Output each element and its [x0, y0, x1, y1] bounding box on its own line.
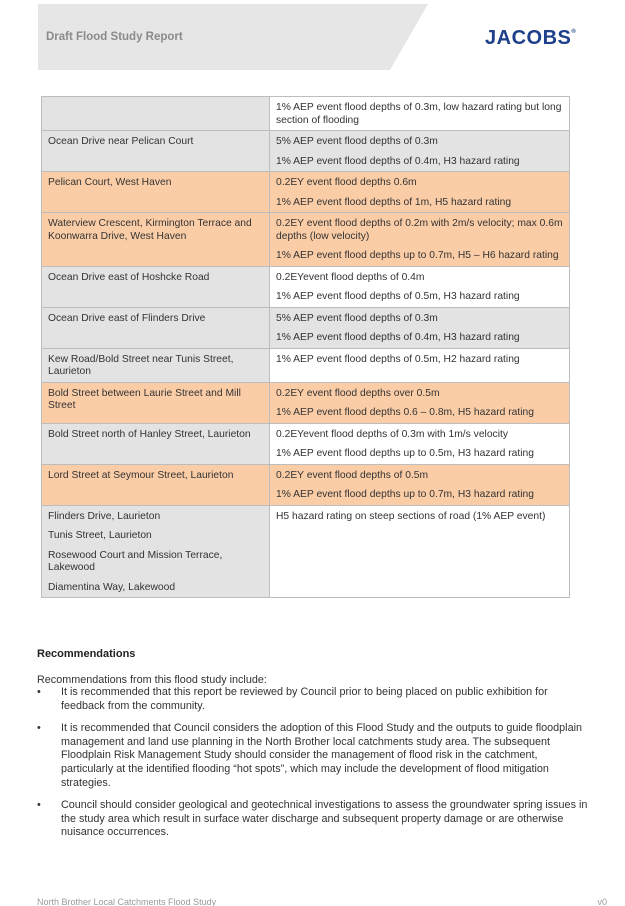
flood-description-text: 0.2EY event flood depths of 0.5m	[276, 469, 429, 481]
flood-description-text: 0.2EY event flood depths 0.6m	[276, 177, 417, 188]
page-footer	[37, 897, 607, 906]
recommendation-text: It is recommended that this report be reviewed by Council prior to being placed on public exhibition for feedback from the community.	[61, 686, 548, 712]
logo-text: JACOBS	[485, 27, 572, 49]
location-text: Bold Street north of Hanley Street, Laurieton	[48, 428, 251, 440]
flood-description-cell	[270, 172, 570, 213]
table-row	[42, 505, 570, 598]
table-row	[42, 172, 570, 213]
footer-document-name: North Brother Local Catchments Flood Study	[37, 897, 217, 906]
table-row	[42, 213, 570, 267]
flood-description-cell	[270, 266, 570, 307]
flood-description-text: 1% AEP event flood depths of 0.4m, H3 hazard rating	[276, 332, 520, 343]
location-text: Ocean Drive near Pelican Court	[48, 136, 194, 147]
flood-description-text: 0.2EY event flood depths over 0.5m	[276, 387, 440, 399]
recommendation-text: Council should consider geological and geotechnical investigations to assess the groundwater spring issues in the study area which result in surface water discharge and subsequent property damage or are otherwise nuisance occurrences.	[61, 799, 588, 839]
document-title: Draft Flood Study Report	[46, 31, 183, 43]
flood-description-cell	[270, 213, 570, 267]
flood-description-text: 1% AEP event flood depths of 0.5m, H3 hazard rating	[276, 291, 520, 302]
location-cell	[42, 131, 270, 172]
location-text: Waterview Crescent, Kirmington Terrace and Koonwarra Drive, West Haven	[48, 218, 252, 242]
location-cell	[42, 348, 270, 382]
recommendation-item	[37, 799, 592, 840]
flood-description-text: 1% AEP event flood depths of 0.4m, H3 hazard rating	[276, 155, 520, 167]
flood-description-cell	[270, 348, 570, 382]
bullet-icon: •	[37, 799, 41, 812]
flood-description-text: 5% AEP event flood depths of 0.3m	[276, 312, 438, 324]
flood-description-text: 1% AEP event flood depths up to 0.7m, H3 hazard rating	[276, 489, 534, 500]
location-cell	[42, 464, 270, 505]
table-row	[42, 382, 570, 423]
location-text: Pelican Court, West Haven	[48, 177, 172, 188]
location-cell	[42, 266, 270, 307]
location-cell	[42, 423, 270, 464]
location-text: Flinders Drive, Laurieton	[48, 510, 161, 522]
table-row	[42, 266, 570, 307]
flood-description-text: H5 hazard rating on steep sections of road (1% AEP event)	[276, 510, 546, 522]
flood-description-text: 1% AEP event flood depths up to 0.7m, H5 – H6 hazard rating	[276, 250, 559, 261]
flood-description-text: 1% AEP event flood depths of 0.3m, low hazard rating but long section of flooding	[276, 102, 562, 126]
table-row	[42, 131, 570, 172]
flood-description-cell	[270, 505, 570, 598]
flood-description-text: 0.2EYevent flood depths of 0.3m with 1m/s velocity	[276, 428, 509, 440]
flood-description-cell	[270, 423, 570, 464]
location-cell	[42, 505, 270, 598]
table-row	[42, 464, 570, 505]
table-row	[42, 423, 570, 464]
flood-description-cell	[270, 464, 570, 505]
location-text: Ocean Drive east of Hoshcke Road	[48, 271, 210, 283]
registered-mark: ®	[571, 29, 577, 35]
flood-description-text: 0.2EYevent flood depths of 0.4m	[276, 271, 425, 283]
flood-table-body	[42, 97, 570, 598]
location-text: Rosewood Court and Mission Terrace, Lakewood	[48, 549, 223, 573]
flood-description-cell	[270, 131, 570, 172]
location-cell	[42, 382, 270, 423]
flood-description-text: 1% AEP event flood depths up to 0.5m, H3 hazard rating	[276, 448, 534, 459]
table-row	[42, 348, 570, 382]
flood-description-cell	[270, 307, 570, 348]
flood-description-text: 1% AEP event flood depths 0.6 – 0.8m, H5 hazard rating	[276, 407, 534, 418]
jacobs-logo	[485, 27, 576, 50]
bullet-icon: •	[37, 686, 41, 698]
recommendations-list	[37, 686, 592, 849]
location-text: Diamentina Way, Lakewood	[48, 581, 176, 593]
recommendations-heading: Recommendations	[37, 648, 136, 660]
recommendation-text: It is recommended that Council considers the adoption of this Flood Study and the outputs to guide floodplain management and land use planning in the North Brother local catchments study area. The subsequent Floodplain Risk Management Study should consider the management of flood risk in the catchment, particularly at the identified flooding “hot spots”, which may include the development of flood mitigation strategies.	[61, 722, 582, 789]
flood-description-cell	[270, 97, 570, 131]
table-row	[42, 307, 570, 348]
footer-page-number: v0	[597, 897, 607, 906]
table-row	[42, 97, 570, 131]
location-cell	[42, 307, 270, 348]
recommendations-intro: Recommendations from this flood study include:	[37, 674, 267, 686]
flood-description-cell	[270, 382, 570, 423]
location-text: Kew Road/Bold Street near Tunis Street, Laurieton	[48, 353, 234, 377]
location-text: Bold Street between Laurie Street and Mill Street	[48, 387, 241, 411]
recommendation-item	[37, 722, 592, 790]
flood-description-text: 5% AEP event flood depths of 0.3m	[276, 136, 438, 147]
flood-description-text: 1% AEP event flood depths of 0.5m, H2 hazard rating	[276, 353, 520, 365]
flood-hotspots-table	[41, 96, 570, 598]
location-text: Tunis Street, Laurieton	[48, 530, 152, 541]
location-cell	[42, 97, 270, 131]
bullet-icon: •	[37, 722, 41, 735]
location-cell	[42, 213, 270, 267]
recommendation-item	[37, 686, 592, 713]
location-cell	[42, 172, 270, 213]
flood-description-text: 0.2EY event flood depths of 0.2m with 2m/s velocity; max 0.6m depths (low velocity)	[276, 218, 563, 242]
flood-description-text: 1% AEP event flood depths of 1m, H5 hazard rating	[276, 196, 512, 208]
location-text: Ocean Drive east of Flinders Drive	[48, 312, 206, 324]
location-text: Lord Street at Seymour Street, Laurieton	[48, 469, 234, 481]
